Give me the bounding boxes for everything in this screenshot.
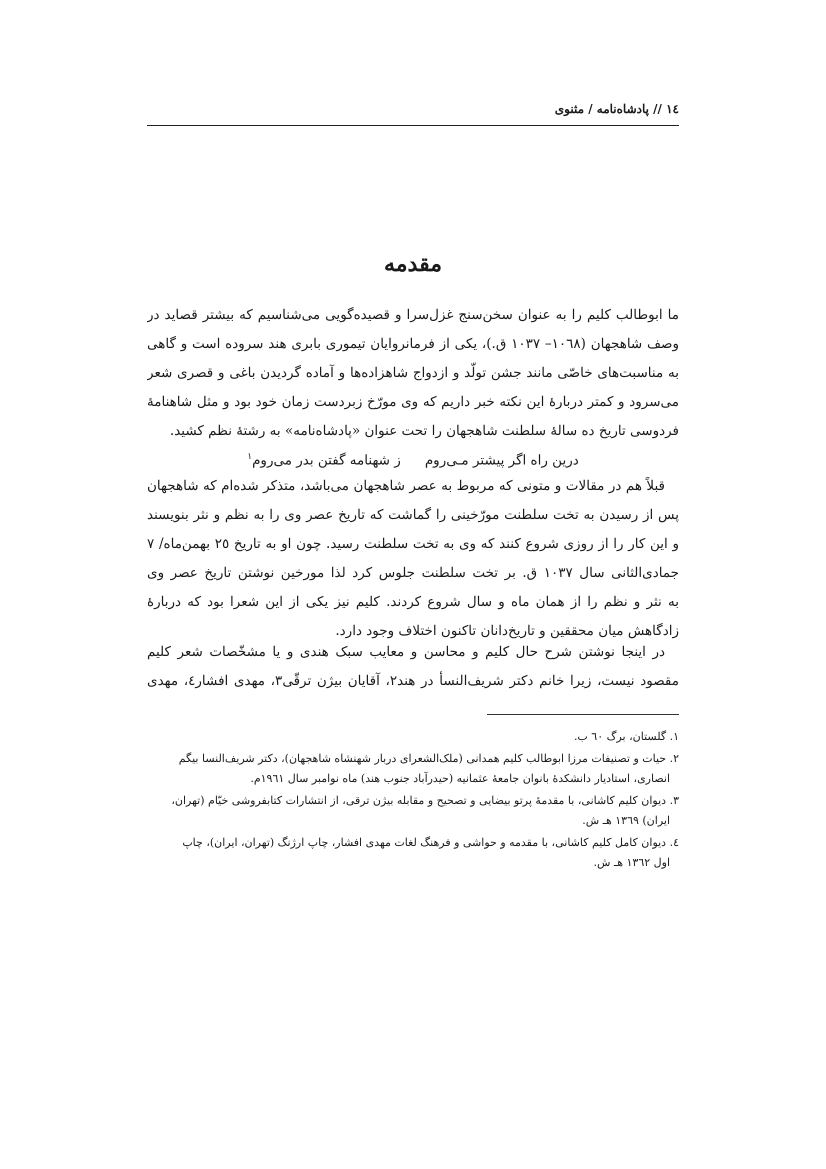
text-line: فردوسی تاریخ ده سالهٔ سلطنت شاهجهان را تحت عنوان «پادشاه‌نامه» به رشتهٔ نظم کشید. (169, 423, 679, 439)
text-line: پس از رسیدن به تخت سلطنت مورّخینی را گماشت که تاریخ عصر وی را به نظم و نثر بنویسند (147, 507, 679, 523)
chapter-title: مقدمه (383, 251, 443, 277)
footnote-continuation: انصاری، استادیار دانشکدهٔ بانوان جامعهٔ عثمانیه (حیدرآباد جنوب هند) ماه نوامبر سال ١٩٦١م. (250, 772, 670, 785)
footnote-text: ٤. دیوان کامل کلیم کاشانی، با مقدمه و حواشی و فرهنگ لغات مهدی افشار، چاپ ارژنگ (تهران، ایران)، چاپ (182, 836, 679, 849)
text-line: مقصود نیست، زیرا خانم دکتر شریف‌النسأ در هند٢، آقایان بیژن ترقّی٣، مهدی افشار٤، مهدی (147, 673, 679, 689)
text-line: قبلاً هم در مقالات و متونی که مربوط به عصر شاهجهان می‌باشد، متذکر شده‌ام که شاهجهان (147, 478, 665, 494)
paragraph-3 (147, 638, 679, 696)
text-line: وصف شاهجهان (١٠٦٨– ١٠٣٧ ق.)، یکی از فرمانروایان تیموری بابری هند سروده است و گاهی (147, 336, 679, 352)
footnote-divider (487, 714, 679, 715)
text-line: به نثر و نظم را از همان ماه و سال شروع کردند. کلیم نیز یکی از این شعرا بود که دربارهٔ (147, 594, 679, 610)
footnote-text: ١. گلستان، برگ ٦٠ ب. (573, 730, 679, 743)
footnote-text: ٣. دیوان کلیم کاشانی، با مقدمهٔ پرتو بیضایی و تصحیح و مقابله بیژن ترقی، از انتشارات کتابفروشی خیّام (تهران، (171, 794, 679, 807)
footnote-4 (147, 833, 679, 873)
verse-hemistich-2: ز شهنامه گفتن بدر می‌روم (252, 452, 401, 469)
header-divider (147, 125, 679, 126)
verse-couplet (147, 446, 679, 472)
running-head: ١٤ // پادشاه‌نامه / مثنوی (554, 102, 679, 116)
footnote-continuation: ایران) ١٣٦٩ هـ ش. (582, 814, 670, 827)
text-line: زادگاهش میان محققین و تاریخ‌دانان تاکنون اختلاف وجود دارد. (335, 623, 679, 639)
text-line: و این کار را از روزی شروع کنند که وی به تخت سلطنت رسید. چون او به تاریخ ٢٥ بهمن‌ماه/ ٧ (147, 536, 679, 552)
paragraph-1 (147, 301, 679, 446)
text-line: به مناسبت‌های خاصّی مانند جشن تولّد و ازدواج شاهزاده‌ها و آماده گردیدن باغی و قصری شعر (147, 365, 679, 381)
footnotes (147, 727, 679, 875)
footnote-continuation: اول ١٣٦٢ هـ ش. (593, 856, 670, 869)
footnote-marker: ١ (247, 452, 253, 462)
paragraph-2 (147, 472, 679, 646)
text-line: می‌سرود و کمتر دربارهٔ این نکته خبر داریم که وی مورّخ زبردست زمان خود بود و مثل شاهنامهٔ (147, 394, 679, 410)
footnote-2 (147, 749, 679, 789)
text-line: جمادی‌الثانی سال ١٠٣٧ ق. بر تخت سلطنت جلوس کرد لذا مورخین نوشتن تاریخ عصر وی (147, 565, 679, 581)
footnote-1 (147, 727, 679, 747)
footnote-3 (147, 791, 679, 831)
text-line: در اینجا نوشتن شرح حال کلیم و محاسن و معایب سبک هندی و یا مشخّصات شعر کلیم (147, 644, 665, 660)
verse-hemistich-1: درین راه اگر پیشتر مـی‌روم (424, 452, 579, 469)
text-line: ما ابوطالب کلیم را به عنوان سخن‌سنج غزل‌سرا و قصیده‌گویی می‌شناسیم که بیشتر قصاید در (147, 307, 679, 323)
footnote-text: ٢. حیات و تصنیفات مرزا ابوطالب کلیم همدانی (ملک‌الشعرای دربار شهنشاه شاهجهان)، دکتر شریف‌النسا بیگم (178, 752, 679, 765)
